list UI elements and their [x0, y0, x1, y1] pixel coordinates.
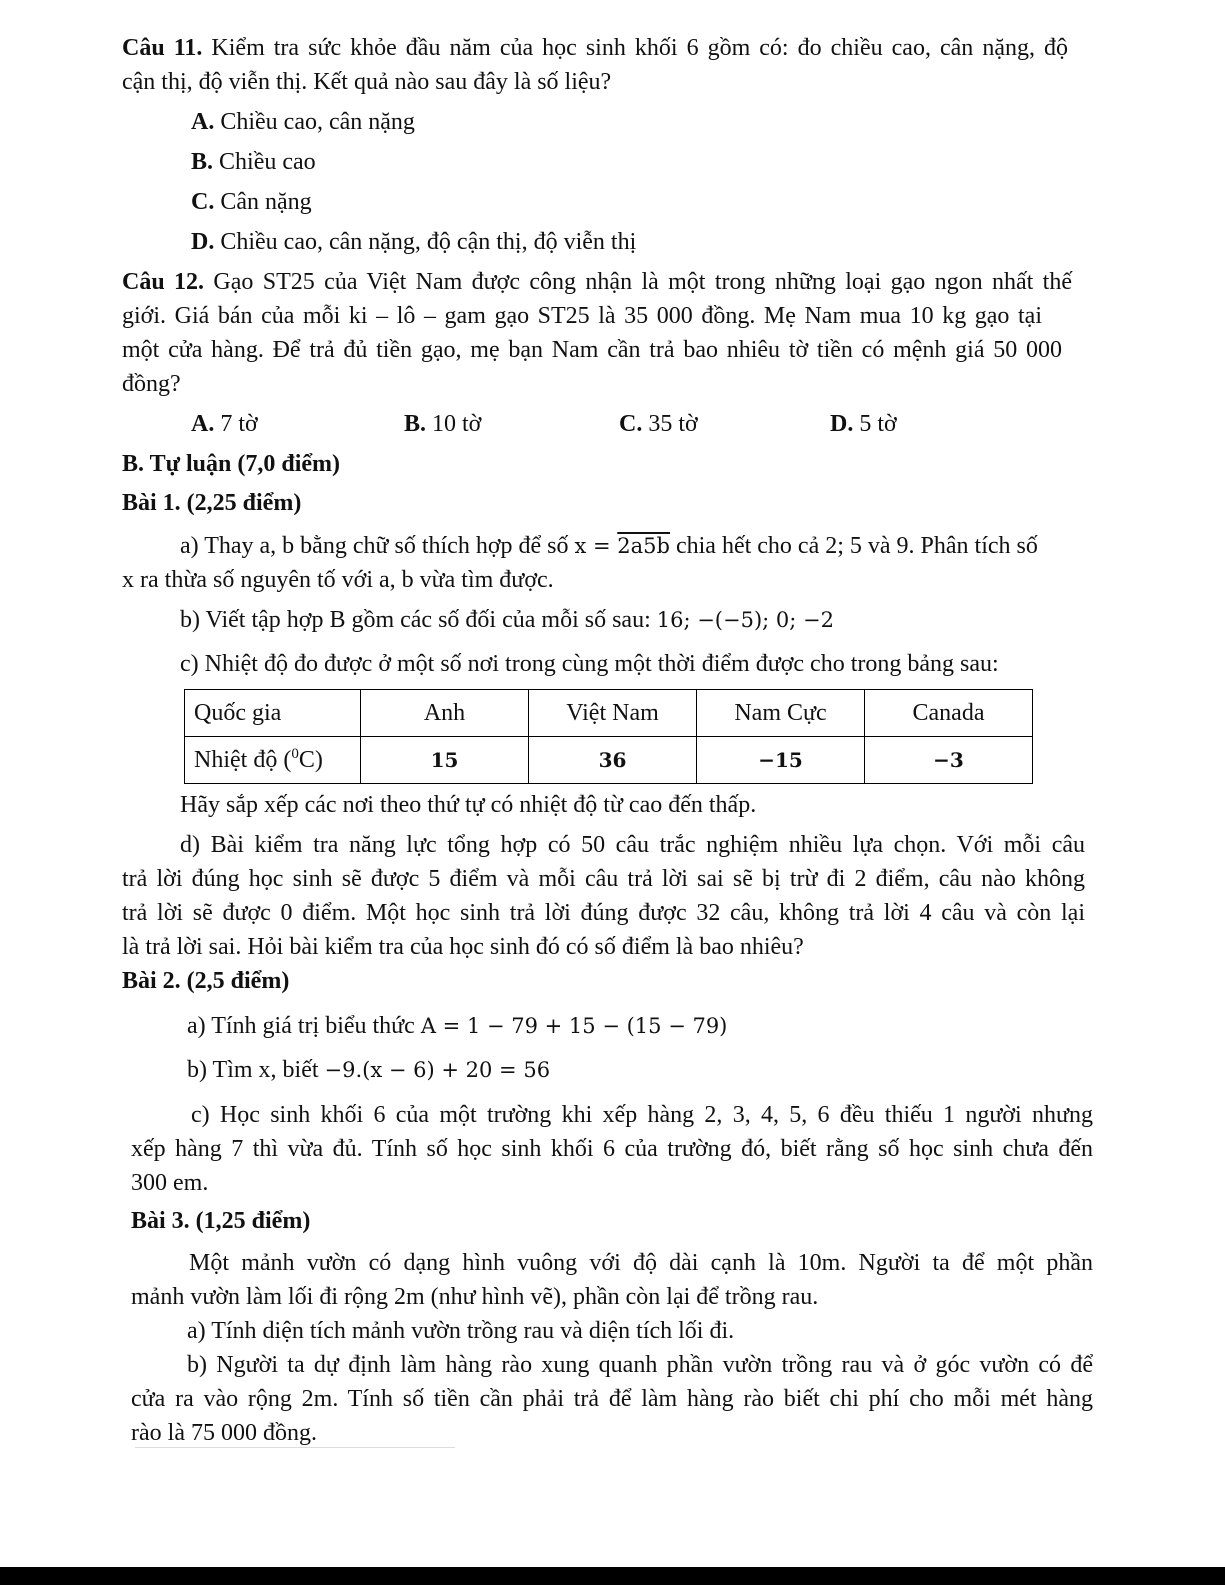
- bai1-d-line-4: là trả lời sai. Hỏi bài kiểm tra của học sinh đó có số điểm là bao nhiêu?: [122, 934, 804, 960]
- bai2-title: Bài 2. (2,5 điểm): [122, 968, 290, 994]
- bai3-b-line-1: b) Người ta dự định làm hàng rào xung quanh phần vườn trồng rau và ở góc vườn có để: [187, 1352, 1093, 1378]
- bai1-c-after: Hãy sắp xếp các nơi theo thứ tự có nhiệt độ từ cao đến thấp.: [180, 792, 757, 818]
- table-cell-temperature: 36: [529, 737, 697, 784]
- q12-label: Câu 12.: [122, 269, 205, 295]
- bai3-title: Bài 3. (1,25 điểm): [131, 1208, 311, 1234]
- bai3-b-line-2: cửa ra vào rộng 2m. Tính số tiền cần phải trả để làm hàng rào biết chi phí cho mỗi mét hàng: [131, 1386, 1093, 1412]
- table-cell-temperature: −15: [697, 737, 865, 784]
- table-header-label: Quốc gia: [185, 690, 361, 737]
- bai1-a-line-1: a) Thay a, b bằng chữ số thích hợp để số x = 2a5b chia hết cho cả 2; 5 và 9. Phân tích số: [180, 533, 1038, 559]
- bai2-a: a) Tính giá trị biểu thức A = 1 − 79 + 15 − (15 − 79): [187, 1013, 728, 1039]
- bai3-b-line-3: rào là 75 000 đồng.: [131, 1420, 317, 1446]
- bai3-intro-line-1: Một mảnh vườn có dạng hình vuông với độ dài cạnh là 10m. Người ta để một phần: [189, 1250, 1093, 1276]
- divider: [135, 1447, 455, 1448]
- q12-option-c: C. 35 tờ: [619, 411, 698, 437]
- bai1-c: c) Nhiệt độ đo được ở một số nơi trong cùng một thời điểm được cho trong bảng sau:: [180, 651, 999, 677]
- table-cell-country: Nam Cực: [697, 690, 865, 737]
- bai1-a-line-2: x ra thừa số nguyên tố với a, b vừa tìm được.: [122, 567, 554, 593]
- table-row: [185, 690, 1033, 737]
- bai2-c-line-1: c) Học sinh khối 6 của một trường khi xếp hàng 2, 3, 4, 5, 6 đều thiếu 1 người nhưng: [191, 1102, 1093, 1128]
- table-cell-temperature: −3: [865, 737, 1033, 784]
- q11-option-a: A. Chiều cao, cân nặng: [191, 109, 415, 135]
- bai3-intro-line-2: mảnh vườn làm lối đi rộng 2m (như hình vẽ), phần còn lại để trồng rau.: [131, 1284, 819, 1310]
- q11-option-b: B. Chiều cao: [191, 149, 316, 175]
- q12-option-a: A. 7 tờ: [191, 411, 258, 437]
- q11-line-1: Câu 11. Kiểm tra sức khỏe đầu năm của học sinh khối 6 gồm có: đo chiều cao, cân nặng, độ: [122, 35, 1068, 61]
- q12-line-4: đồng?: [122, 371, 181, 397]
- table-cell-country: Anh: [361, 690, 529, 737]
- table-cell-temperature: 15: [361, 737, 529, 784]
- q12-line-1: Câu 12. Gạo ST25 của Việt Nam được công nhận là một trong những loại gạo ngon nhất thế: [122, 269, 1073, 295]
- bai1-d-line-1: d) Bài kiểm tra năng lực tổng hợp có 50 câu trắc nghiệm nhiều lựa chọn. Với mỗi câu: [180, 832, 1085, 858]
- bai2-c-line-2: xếp hàng 7 thì vừa đủ. Tính số học sinh khối 6 của trường đó, biết rằng số học sinh chưa đến: [131, 1136, 1093, 1162]
- q12-line-3: một cửa hàng. Để trả đủ tiền gạo, mẹ bạn Nam cần trả bao nhiêu tờ tiền có mệnh giá 50 000: [122, 337, 1062, 363]
- q11-option-c: C. Cân nặng: [191, 189, 312, 215]
- bai1-d-line-3: trả lời sẽ được 0 điểm. Một học sinh trả lời đúng được 32 câu, không trả lời 4 câu và còn lại: [122, 900, 1085, 926]
- bai1-title: Bài 1. (2,25 điểm): [122, 490, 302, 516]
- bai2-b: b) Tìm x, biết −9.(x − 6) + 20 = 56: [187, 1057, 551, 1083]
- q11-option-d: D. Chiều cao, cân nặng, độ cận thị, độ viễn thị: [191, 229, 637, 255]
- temperature-table: [184, 689, 1033, 784]
- number-2a5b: 2a5b: [617, 534, 670, 558]
- q12-option-d: D. 5 tờ: [830, 411, 897, 437]
- table-row-label: Nhiệt độ ($^0$C): [185, 737, 361, 784]
- bai3-a: a) Tính diện tích mảnh vườn trồng rau và diện tích lối đi.: [187, 1318, 735, 1344]
- q12-line-2: giới. Giá bán của mỗi ki – lô – gam gạo ST25 là 35 000 đồng. Mẹ Nam mua 10 kg gạo tại: [122, 303, 1042, 329]
- bai1-b: b) Viết tập hợp B gồm các số đối của mỗi số sau: 16; −(−5); 0; −2: [180, 607, 834, 633]
- table-row: [185, 737, 1033, 784]
- bai2-c-line-3: 300 em.: [131, 1170, 209, 1196]
- bai1-d-line-2: trả lời đúng học sinh sẽ được 5 điểm và mỗi câu trả lời sai sẽ bị trừ đi 2 điểm, câu nào không: [122, 866, 1085, 892]
- page-bottom-bar: [0, 1567, 1225, 1585]
- q11-line-2: cận thị, độ viễn thị. Kết quả nào sau đây là số liệu?: [122, 69, 612, 95]
- q12-option-b: B. 10 tờ: [404, 411, 482, 437]
- table-cell-country: Việt Nam: [529, 690, 697, 737]
- table-cell-country: Canada: [865, 690, 1033, 737]
- part-b-title: B. Tự luận (7,0 điểm): [122, 451, 340, 477]
- q11-label: Câu 11.: [122, 35, 203, 61]
